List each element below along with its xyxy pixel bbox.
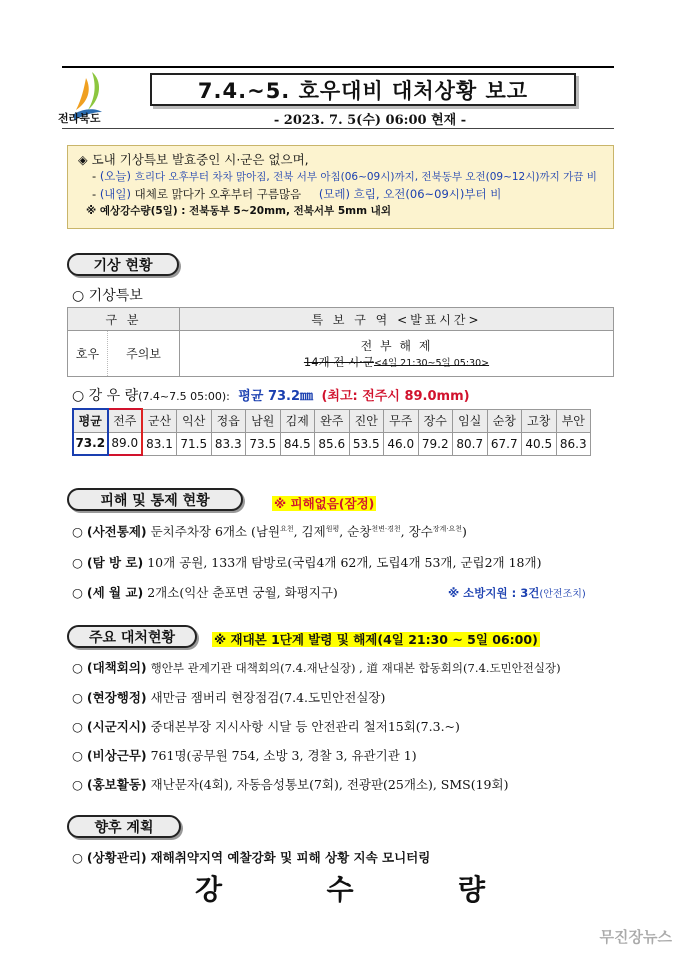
rainfall-header-cell: 장수 — [418, 409, 453, 432]
damage-row-bridge: ○ (세 월 교) 2개소(익산 춘포면 궁월, 화평지구) — [72, 585, 338, 600]
damage-badge-text: ※ 피해없음(잠정) — [274, 496, 375, 511]
rainfall-value-cell: 53.5 — [349, 432, 384, 455]
rainfall-value-cell: 80.7 — [453, 432, 488, 455]
rainfall-header-cell: 무주 — [384, 409, 419, 432]
rainfall-header-cell: 부안 — [556, 409, 591, 432]
rainfall-value-cell: 46.0 — [384, 432, 419, 455]
alert-type-cell — [68, 331, 180, 377]
fire-support-detail: (안전조치) — [539, 589, 586, 600]
response-meeting-label: (대책회의) — [86, 660, 147, 675]
rainfall-header-cell: 정읍 — [211, 409, 246, 432]
rainfall-header-cell: 진안 — [349, 409, 384, 432]
rainfall-header-cell: 완주 — [315, 409, 350, 432]
rainfall-header-row — [73, 409, 591, 432]
damage-trail-text: 10개 공원, 133개 탐방로(국립4개 62개, 도립4개 53개, 군립2개 18개) — [147, 555, 542, 570]
alert-type: 호우 — [68, 331, 108, 376]
alert-struck-text: 14개 전 시·군 — [303, 355, 374, 369]
response-badge — [212, 630, 540, 648]
forecast-tomorrow-text: 대체로 맑다가 오후부터 구름많음 — [134, 187, 302, 201]
damage-control-sup2: 원평 — [325, 524, 340, 533]
damage-badge — [272, 494, 376, 512]
rainfall-header-cell: 임실 — [453, 409, 488, 432]
damage-row-control: ○ (사전통제) 둔치주차장 6개소 (남원$^{요천}$, 김제$^{원평}$, 순창$^{천변\cdot 경천}$, 장수$^{장계\cdot 요천}$) — [72, 524, 467, 539]
rainfall-header-cell: 군산 — [142, 409, 177, 432]
rainfall-value-cell: 85.6 — [315, 432, 350, 455]
response-row-instruction: ○ (시군지시) 중대본부장 지시사항 시달 등 안전관리 철저15회(7.3.~) — [72, 719, 460, 734]
rainfall-header-cell: 남원 — [246, 409, 281, 432]
rainfall-table — [72, 408, 591, 456]
response-badge-text: ※ 재대본 1단계 발령 및 해제(4일 21:30 ~ 5일 06:00) — [214, 632, 538, 647]
damage-control-sup3: 천변·경천 — [371, 524, 401, 533]
rainfall-value-cell: 73.2 — [73, 432, 108, 455]
weather-alert-table — [67, 307, 614, 377]
damage-control-text5: ) — [462, 524, 467, 539]
rainfall-value-cell: 84.5 — [280, 432, 315, 455]
forecast-box — [67, 145, 614, 229]
plan-label: (상황관리) — [86, 850, 147, 865]
rainfall-value-cell: 83.3 — [211, 432, 246, 455]
plan-text: 재해취약지역 예찰강화 및 피해 상황 지속 모니터링 — [150, 850, 431, 865]
damage-control-label: (사전통제) — [86, 524, 147, 539]
response-field-label: (현장행정) — [86, 690, 147, 705]
response-duty-text: 761명(공무원 754, 소방 3, 경찰 3, 유관기관 1) — [150, 748, 417, 763]
rainfall-header-cell: 전주 — [108, 409, 143, 432]
response-row-meeting: ○ (대책회의) 행안부 관계기관 대책회의(7.4.재난실장) , 道 재대본 합동회의(7.4.도민안전실장) — [72, 660, 561, 675]
damage-control-text4: , 장수 — [400, 524, 433, 539]
table-row — [68, 331, 614, 377]
page-title: 7.4.~5. 호우대비 대처상황 보고 — [150, 73, 576, 106]
rainfall-value-cell: 83.1 — [142, 432, 177, 455]
watermark: 무진장뉴스 — [599, 928, 672, 946]
damage-bridge-label: (세 월 교) — [86, 585, 144, 600]
report-date: - 2023. 7. 5(수) 06:00 현재 - — [273, 113, 467, 128]
section-damage: 피해 및 통제 현황 — [67, 488, 243, 511]
rainfall-header-cell: 순창 — [487, 409, 522, 432]
damage-trail-label: (탐 방 로) — [86, 555, 144, 570]
damage-bridge-text: 2개소(익산 춘포면 궁월, 화평지구) — [147, 585, 338, 600]
logo-text: 전라북도 — [58, 112, 101, 125]
rainfall-max: (최고: 전주시 89.0mm) — [321, 389, 470, 404]
fire-support-text: ※ 소방지원 : 3건 — [448, 586, 540, 600]
rainfall-header-cell: 김제 — [280, 409, 315, 432]
rainfall-value-row — [73, 432, 591, 455]
header-bottom-rule — [62, 128, 614, 129]
rainfall-line — [72, 385, 470, 405]
alert-status: 전 부 해 제 — [360, 339, 433, 353]
rainfall-value-cell: 71.5 — [177, 432, 212, 455]
rainfall-value-cell: 67.7 — [487, 432, 522, 455]
rainfall-header-cell: 익산 — [177, 409, 212, 432]
forecast-tomorrow-label: (내일) — [99, 187, 132, 201]
rainfall-value-cell: 89.0 — [108, 432, 143, 455]
rainfall-value-cell: 40.5 — [522, 432, 557, 455]
fire-support-note — [448, 585, 586, 601]
response-row-pr: ○ (홍보활동) 재난문자(4회), 자동음성통보(7회), 전광판(25개소), SMS(19회) — [72, 777, 509, 792]
damage-control-text: 둔치주차장 6개소 (남원 — [150, 524, 281, 539]
rainfall-header-cell: 고창 — [522, 409, 557, 432]
rainfall-period: (7.4~7.5 05:00): — [138, 390, 230, 403]
rainfall-average: 평균 73.2㎜ — [238, 389, 314, 404]
rainfall-value-cell: 86.3 — [556, 432, 591, 455]
rainfall-label: ○ 강 우 량 — [72, 388, 139, 404]
table-header-zone: 특 보 구 역 <발표시간> — [180, 308, 614, 331]
forecast-today-label: (오늘) — [99, 169, 132, 183]
damage-control-text3: , 순창 — [339, 524, 372, 539]
section-plan: 향후 계획 — [67, 815, 181, 838]
table-header-category: 구 분 — [68, 308, 180, 331]
damage-control-sup4: 장계·요천 — [432, 524, 463, 533]
header-top-rule — [62, 66, 614, 68]
table-header-row — [68, 308, 614, 331]
footer-char-3: 량 — [457, 873, 485, 906]
response-duty-label: (비상근무) — [86, 748, 147, 763]
alert-level: 주의보 — [126, 347, 161, 361]
response-meeting-text: 행안부 관계기관 대책회의(7.4.재난실장) , 道 재대본 합동회의(7.4.도민안전실장) — [150, 661, 561, 675]
damage-control-text2: , 김제 — [293, 524, 326, 539]
alert-zone-cell — [180, 331, 614, 377]
section-response: 주요 대처현황 — [67, 625, 197, 648]
response-pr-text: 재난문자(4회), 자동음성통보(7회), 전광판(25개소), SMS(19회) — [150, 777, 509, 792]
forecast-dayafter-text: (모레) 흐림, 오전(06~09시)부터 비 — [318, 187, 502, 201]
damage-control-sup1: 요천 — [280, 524, 294, 533]
response-field-text: 새만금 잼버리 현장점검(7.4.도민안전실장) — [150, 690, 386, 705]
rainfall-value-cell: 79.2 — [418, 432, 453, 455]
response-row-duty: ○ (비상근무) 761명(공무원 754, 소방 3, 경찰 3, 유관기관 1) — [72, 748, 417, 763]
response-instruction-label: (시군지시) — [86, 719, 147, 734]
damage-row-trail: ○ (탐 방 로) 10개 공원, 133개 탐방로(국립4개 62개, 도립4개 53개, 군립2개 18개) — [72, 555, 542, 570]
plan-row: ○ (상황관리) 재해취약지역 예찰강화 및 피해 상황 지속 모니터링 — [72, 850, 431, 865]
footer-char-1: 강 — [195, 873, 223, 906]
response-instruction-text: 중대본부장 지시사항 시달 등 안전관리 철저15회(7.3.~) — [150, 719, 460, 734]
response-row-field: ○ (현장행정) 새만금 잼버리 현장점검(7.4.도민안전실장) — [72, 690, 386, 705]
footer-heading — [195, 868, 485, 908]
weather-special-label: ○ 기상특보 — [72, 288, 143, 304]
forecast-note: ※ 예상강수량(5일) : 전북동부 5~20mm, 전북서부 5mm 내외 — [86, 205, 391, 217]
section-weather: 기상 현황 — [67, 253, 179, 276]
forecast-tomorrow: - (내일) 대체로 맑다가 오후부터 구름많음 (모레) 흐림, 오전(06~09시)부터 비 — [92, 187, 502, 201]
alert-struck-time: <4일 21:30~5일 05:30> — [373, 358, 490, 369]
forecast-today: - (오늘) 흐리다 오후부터 차차 맑아짐, 전북 서부 아침(06~09시)까지, 전북동부 오전(09~12시)까지 가끔 비 — [92, 169, 597, 183]
response-pr-label: (홍보활동) — [86, 777, 147, 792]
alert-struck-zone — [180, 354, 613, 370]
forecast-main: ◈ 도내 기상특보 발효중인 시·군은 없으며, — [78, 152, 309, 167]
footer-char-2: 수 — [326, 873, 354, 906]
rainfall-header-cell: 평균 — [73, 409, 108, 432]
rainfall-value-cell: 73.5 — [246, 432, 281, 455]
forecast-today-text: 흐리다 오후부터 차차 맑아짐, 전북 서부 아침(06~09시)까지, 전북동부 오전(09~12시)까지 가끔 비 — [134, 171, 597, 183]
